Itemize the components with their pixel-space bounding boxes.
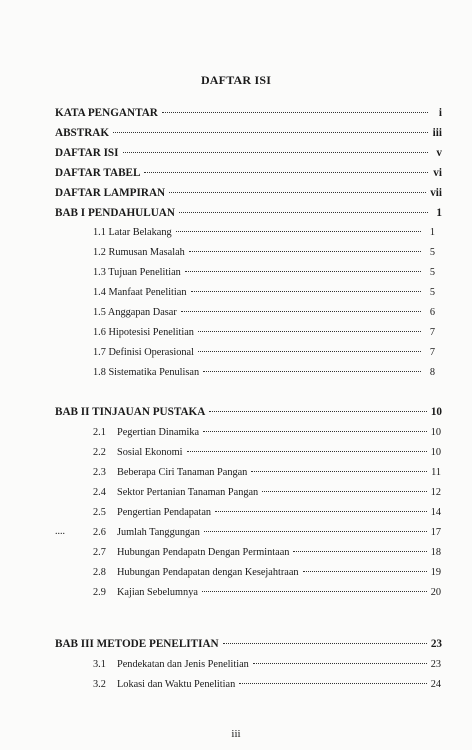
toc-front-matter-entry [55, 145, 442, 161]
dot-leader [113, 132, 428, 133]
dot-leader [198, 351, 421, 352]
toc-page-number: 7 [429, 327, 435, 338]
toc-entry-label: 1.1 Latar Belakang [93, 227, 172, 238]
toc-section-entry [93, 657, 441, 673]
toc-entry-label [93, 585, 198, 601]
toc-section-entry [93, 285, 435, 301]
toc-section-entry [93, 445, 441, 461]
toc-page-number: 11 [431, 467, 441, 478]
toc-page-number: i [438, 107, 442, 119]
toc-entry-number: 2.9 [93, 587, 106, 598]
toc-page-number: 20 [430, 587, 441, 598]
toc-entry-label: BAB II TINJAUAN PUSTAKA [55, 406, 206, 418]
toc-entry-number: 3.1 [93, 659, 106, 670]
toc-entry-label: DAFTAR TABEL [55, 167, 141, 179]
toc-entry-label: ABSTRAK [55, 127, 110, 139]
toc-section-entry [93, 365, 435, 381]
toc-entry-label: 1.7 Definisi Operasional [93, 347, 194, 358]
toc-section-entry [93, 485, 441, 501]
dot-leader [202, 591, 427, 592]
dot-leader [185, 271, 421, 272]
dot-leader [162, 112, 428, 113]
dot-leader [191, 291, 421, 292]
toc-page-number: 17 [430, 527, 441, 538]
toc-entry-label: 1.6 Hipotesisi Penelitian [93, 327, 194, 338]
toc-entry-label [93, 485, 258, 501]
dot-leader [189, 251, 421, 252]
toc-entry-label [93, 465, 247, 481]
dot-leader [198, 331, 421, 332]
dot-leader [239, 683, 426, 684]
dot-leader [209, 411, 426, 412]
toc-entry-text: Sosial Ekonomi [117, 447, 183, 458]
toc-entry-text: Sektor Pertanian Tanaman Pangan [117, 487, 259, 498]
toc-front-matter-entry [55, 125, 442, 141]
page-title: DAFTAR ISI [200, 73, 272, 87]
toc-page-number: iii [432, 127, 442, 139]
toc-section-entry [93, 525, 441, 541]
toc-entry-label: DAFTAR ISI [55, 147, 119, 159]
toc-page-number: 10 [430, 427, 441, 438]
toc-section-entry [93, 305, 435, 321]
toc-page-number: 19 [430, 567, 441, 578]
dot-leader [179, 212, 428, 213]
toc-entry-number: 2.3 [93, 467, 106, 478]
toc-entry-label [93, 525, 200, 541]
toc-front-matter-entry [55, 165, 442, 181]
toc-page-number: 5 [429, 247, 435, 258]
toc-front-matter-entry [55, 105, 442, 121]
toc-page-number: 14 [430, 507, 441, 518]
toc-section-entry [93, 585, 441, 601]
dot-leader [253, 663, 427, 664]
toc-entry-number: 2.1 [93, 427, 106, 438]
dot-leader [262, 491, 426, 492]
toc-page-number: 8 [429, 367, 435, 378]
toc-chapter-heading [55, 404, 442, 420]
toc-entry-label: 1.3 Tujuan Penelitian [93, 267, 181, 278]
toc-chapter-heading [55, 205, 442, 221]
toc-page-number: vii [430, 187, 442, 199]
dot-leader [187, 451, 427, 452]
dot-leader [204, 531, 427, 532]
toc-entry-label [93, 445, 183, 461]
toc-page-number: 23 [430, 638, 442, 650]
toc-entry-text: Pengertian Pendapatan [117, 507, 212, 518]
toc-section-entry [93, 505, 441, 521]
toc-entry-label: 1.8 Sistematika Penulisan [93, 367, 200, 378]
dot-leader [203, 371, 421, 372]
stray-mark: .... [55, 526, 65, 537]
toc-entry-text: Hubungan Pendapatan dengan Kesejahtraan [117, 567, 299, 578]
toc-entry-label [93, 505, 211, 521]
toc-entry-label [93, 677, 235, 693]
toc-page-number: 10 [430, 447, 441, 458]
toc-entry-number: 2.5 [93, 507, 106, 518]
dot-leader [144, 172, 428, 173]
toc-entry-number: 2.7 [93, 547, 106, 558]
toc-entry-text: Pegertian Dinamika [117, 427, 200, 438]
toc-section-entry [93, 325, 435, 341]
toc-entry-number: 2.4 [93, 487, 106, 498]
toc-page-number: 1 [429, 227, 435, 238]
toc-entry-number: 3.2 [93, 679, 106, 690]
dot-leader [293, 551, 426, 552]
dot-leader [223, 643, 427, 644]
toc-entry-label: BAB I PENDAHULUAN [55, 207, 175, 219]
dot-leader [169, 192, 426, 193]
toc-entry-text: Pendekatan dan Jenis Penelitian [117, 659, 249, 670]
toc-section-entry [93, 545, 441, 561]
toc-entry-label: 1.4 Manfaat Penelitian [93, 287, 187, 298]
toc-page-number: 18 [430, 547, 441, 558]
toc-entry-text: Kajian Sebelumnya [117, 587, 198, 598]
toc-entry-text: Hubungan Pendapatn Dengan Permintaan [117, 547, 290, 558]
toc-page-number: 10 [430, 406, 442, 418]
dot-leader [303, 571, 427, 572]
toc-page-number: vi [433, 167, 442, 179]
toc-section-entry [93, 565, 441, 581]
toc-page-number: 24 [430, 679, 441, 690]
toc-entry-text: Jumlah Tanggungan [117, 527, 200, 538]
toc-entry-label: BAB III METODE PENELITIAN [55, 638, 219, 650]
dot-leader [215, 511, 427, 512]
toc-entry-label [93, 545, 289, 561]
toc-page-number: 7 [429, 347, 435, 358]
toc-section-entry [93, 345, 435, 361]
toc-entry-label [93, 565, 299, 581]
toc-section-entry [93, 677, 441, 693]
toc-entry-text: Lokasi dan Waktu Penelitian [117, 679, 236, 690]
toc-entry-label [93, 425, 199, 441]
toc-page-number: 5 [429, 267, 435, 278]
toc-entry-label: DAFTAR LAMPIRAN [55, 187, 166, 199]
toc-section-entry [93, 225, 435, 241]
toc-page-number: 5 [429, 287, 435, 298]
toc-entry-number: 2.8 [93, 567, 106, 578]
toc-page-number: 1 [436, 207, 442, 219]
page-number-footer: iii [231, 728, 241, 740]
toc-section-entry [93, 465, 441, 481]
toc-section-entry [93, 425, 441, 441]
toc-section-entry [93, 245, 435, 261]
toc-page-number: 23 [430, 659, 441, 670]
toc-entry-number: 2.2 [93, 447, 106, 458]
dot-leader [251, 471, 427, 472]
toc-entry-label: KATA PENGANTAR [55, 107, 158, 119]
toc-section-entry [93, 265, 435, 281]
toc-entry-number: 2.6 [93, 527, 106, 538]
toc-entry-label: 1.5 Anggapan Dasar [93, 307, 177, 318]
dot-leader [181, 311, 421, 312]
dot-leader [203, 431, 427, 432]
toc-entry-label [93, 657, 249, 673]
toc-entry-label: 1.2 Rumusan Masalah [93, 247, 185, 258]
toc-page-number: 12 [430, 487, 441, 498]
dot-leader [123, 152, 428, 153]
toc-page-number: v [436, 147, 442, 159]
toc-front-matter-entry [55, 185, 442, 201]
toc-chapter-heading [55, 636, 442, 652]
toc-page-number: 6 [429, 307, 435, 318]
dot-leader [176, 231, 421, 232]
toc-entry-text: Beberapa Ciri Tanaman Pangan [117, 467, 248, 478]
